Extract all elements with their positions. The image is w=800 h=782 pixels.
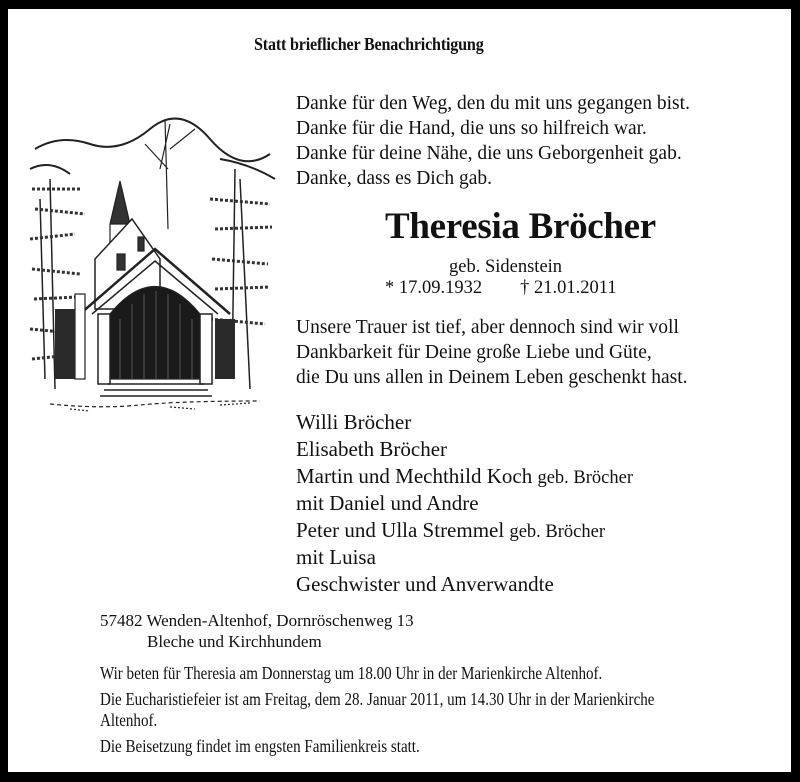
family-list: [296, 409, 633, 598]
notice-prayer: Wir beten für Theresia am Donnerstag um 18.00 Uhr in der Marienkirche Altenhof.: [100, 663, 603, 683]
notice-burial: Die Beisetzung findet im engsten Familienkreis statt.: [100, 736, 420, 756]
poem-line: Danke, dass es Dich gab.: [296, 168, 493, 189]
poem-line: Danke für den Weg, den du mit uns gegangen bist.: [296, 93, 690, 114]
life-dates: [385, 278, 617, 299]
obituary-notice: [8, 9, 791, 772]
mourning-line: die Du uns allen in Deinem Leben geschenkt hast.: [296, 367, 688, 388]
address-line: Bleche und Kirchhundem: [147, 632, 322, 651]
family-member: Peter und Ulla Stremmel geb. Bröcher: [296, 518, 606, 542]
family-member: Willi Bröcher: [296, 410, 412, 434]
notice-heading: Statt brieflicher Benachrichtigung: [254, 34, 484, 54]
notice-eucharist: Die Eucharistiefeier ist am Freitag, dem 28. Januar 2011, um 14.30 Uhr in der Marienkirche Altenhof.: [100, 689, 655, 730]
family-member: mit Luisa: [296, 545, 376, 569]
poem-line: Danke für die Hand, die uns so hilfreich war.: [296, 118, 647, 139]
poem-line: Danke für deine Nähe, die uns Geborgenheit gab.: [296, 143, 682, 164]
family-member: Elisabeth Bröcher: [296, 437, 448, 461]
service-notices: [100, 663, 702, 762]
maiden-note: geb. Bröcher: [537, 468, 634, 488]
family-member: mit Daniel und Andre: [296, 491, 479, 515]
mourning-text: [296, 315, 688, 390]
death-date: † 21.01.2011: [520, 278, 617, 298]
family-member: Martin und Mechthild Koch geb. Bröcher: [296, 464, 634, 488]
address-block: [100, 610, 414, 652]
mourning-line: Unsere Trauer ist tief, aber dennoch sind wir voll: [296, 317, 679, 338]
family-member: Geschwister und Anverwandte: [296, 572, 554, 596]
mourning-line: Dankbarkeit für Deine große Liebe und Güte,: [296, 342, 652, 363]
maiden-note: geb. Bröcher: [509, 522, 606, 542]
address-line: 57482 Wenden-Altenhof, Dornröschenweg 13: [100, 611, 414, 630]
poem-block: [296, 91, 690, 191]
maiden-name: geb. Sidenstein: [449, 257, 563, 277]
chapel-sketch-icon: [20, 109, 282, 419]
deceased-name: Theresia Bröcher: [385, 206, 656, 247]
birth-date: * 17.09.1932: [385, 278, 483, 298]
